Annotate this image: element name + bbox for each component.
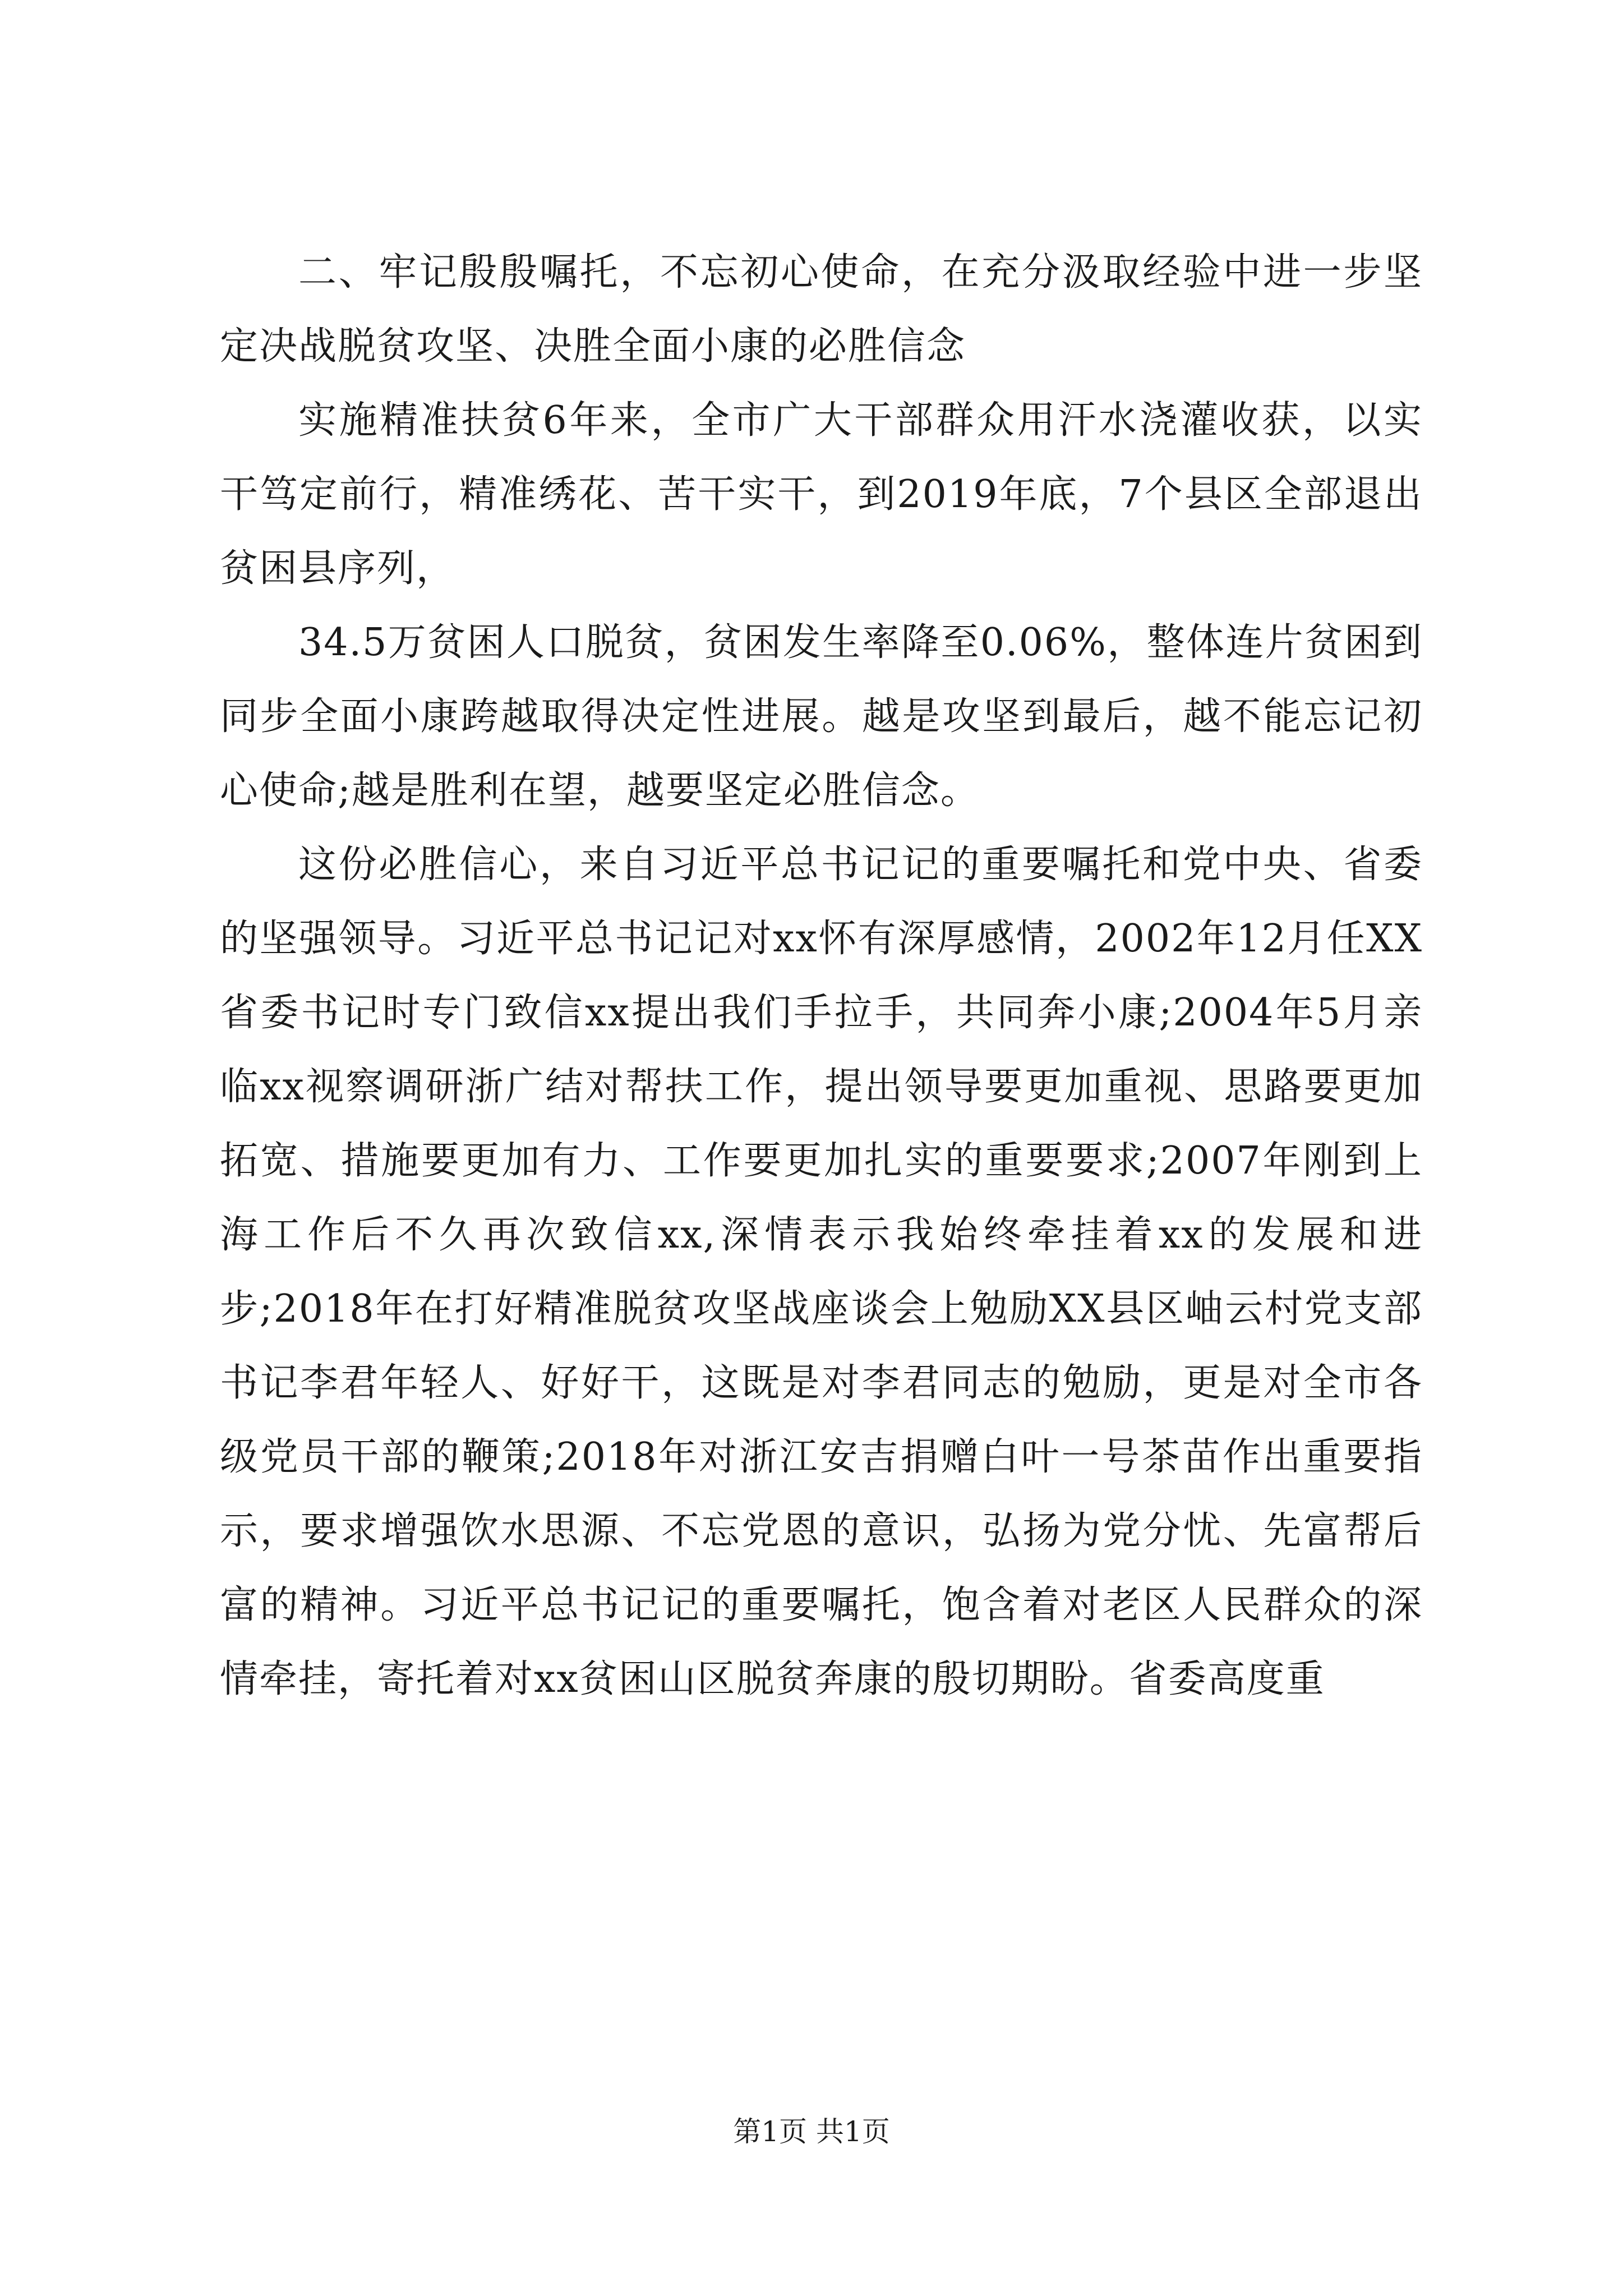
page-footer: 第1页 共1页 (733, 2115, 890, 2148)
paragraph-3: 这份必胜信心，来自习近平总书记记的重要嘱托和党中央、省委的坚强领导。习近平总书记记对xx怀有深厚感情，2002年12月任XX省委书记时专门致信xx提出我们手拉手，共同奔小康;2004年5月亲临xx视察调研浙广结对帮扶工作，提出领导要更加重视、思路要更加拓宽、措施要更加有力、工作要更加扎实的重要要求;2007年刚到上海工作后不久再次致信xx,深情表示我始终牵挂着xx的发展和进步;2018年在打好精准脱贫攻坚战座谈会上勉励XX县区岫云村党支部书记李君年轻人、好好干，这既是对李君同志的勉励，更是对全市各级党员干部的鞭策;2018年对浙江安吉捐赠白叶一号茶苗作出重要指示，要求增强饮水思源、不忘党恩的意识，弘扬为党分忧、先富帮后富的精神。习近平总书记记的重要嘱托，饱含着对老区人民群众的深情牵挂，寄托着对xx贫困山区脱贫奔康的殷切期盼。省委高度重 (220, 843, 1423, 1701)
paragraph-1: 实施精准扶贫6年来，全市广大干部群众用汗水浇灌收获，以实干笃定前行，精准绣花、苦干实干，到2019年底，7个县区全部退出贫困县序列， (220, 398, 1423, 591)
paragraph-2: 34.5万贫困人口脱贫，贫困发生率降至0.06%，整体连片贫困到同步全面小康跨越取得决定性进展。越是攻坚到最后，越不能忘记初心使命;越是胜利在望，越要坚定必胜信念。 (220, 620, 1423, 813)
section-heading: 二、牢记殷殷嘱托，不忘初心使命，在充分汲取经验中进一步坚定决战脱贫攻坚、决胜全面小康的必胜信念 (220, 250, 1423, 369)
document-body (220, 236, 1423, 1717)
